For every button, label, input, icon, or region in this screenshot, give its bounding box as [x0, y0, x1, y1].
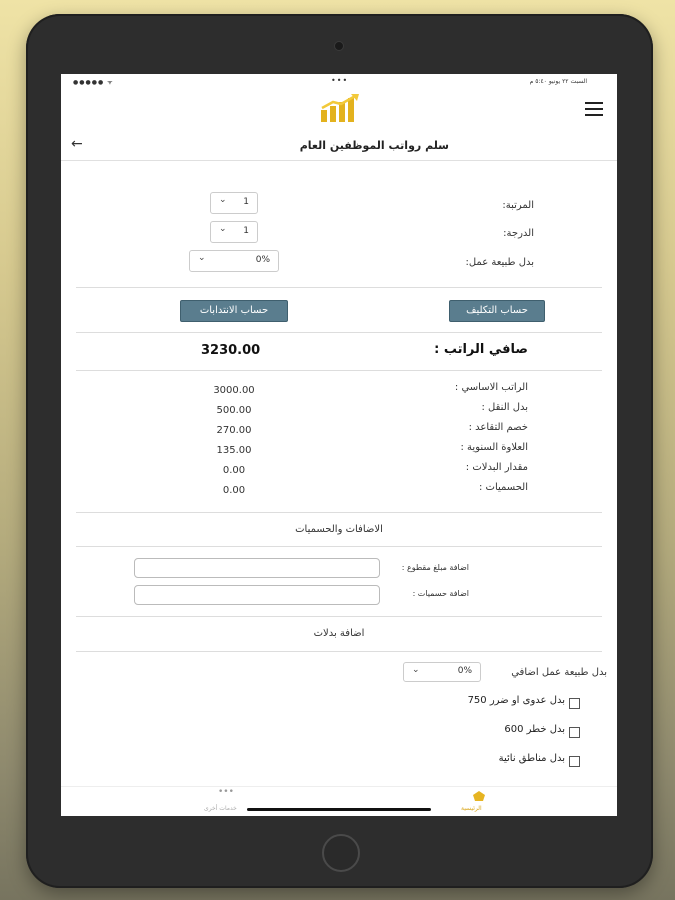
back-arrow-icon[interactable]: ←: [71, 136, 83, 152]
danger-allowance-label: بدل خطر 600: [504, 724, 565, 735]
title-bar: [61, 130, 617, 161]
date-time-status: السبت ٢٢ يونيو ٥:٤٠ م: [529, 78, 587, 85]
rank-select-value: 1: [243, 197, 249, 207]
tablet-frame: [26, 14, 653, 888]
camera: [334, 41, 344, 51]
page-title: سلم رواتب الموظفين العام: [299, 139, 449, 152]
infection-allowance-label: بدل عدوى او ضرر 750: [467, 695, 565, 706]
annual-raise-value: 135.00: [216, 445, 252, 456]
extra-work-allowance-value: 0%: [457, 666, 472, 676]
additions-section-title: الاضافات والحسميات: [295, 524, 383, 535]
home-hardware-button[interactable]: [322, 834, 360, 872]
danger-allowance-checkbox[interactable]: [569, 727, 580, 738]
rank-label: المرتبة:: [502, 200, 534, 211]
delegation-calc-button[interactable]: حساب الانتدابات: [180, 300, 288, 322]
deductions-label: الحسميات :: [478, 482, 528, 493]
add-deductions-label: اضافة حسميات :: [412, 589, 469, 598]
divider: [76, 651, 602, 652]
lump-sum-label: اضافة مبلغ مقطوع :: [401, 563, 469, 572]
add-deductions-input[interactable]: [134, 585, 380, 605]
signal-wifi-status: ●●●●● ᯤ: [73, 79, 114, 86]
divider: [76, 616, 602, 617]
allowances-amount-value: 0.00: [222, 465, 246, 476]
cost-calc-button[interactable]: حساب التكليف: [449, 300, 545, 322]
work-allowance-value: 0%: [255, 255, 270, 265]
work-allowance-label: بدل طبيعة عمل:: [465, 257, 534, 268]
hamburger-menu-icon[interactable]: [585, 102, 603, 116]
grade-label: الدرجة:: [503, 228, 534, 239]
more-dots-icon: •••: [218, 787, 234, 797]
bottom-tab-bar: [61, 786, 617, 816]
basic-salary-label: الراتب الاساسي :: [454, 382, 528, 393]
grade-select-value: 1: [243, 226, 249, 236]
rank-select[interactable]: [210, 192, 258, 214]
divider: [76, 546, 602, 547]
app-logo-icon: [319, 94, 361, 124]
tab-more-label: خدمات أخرى: [204, 805, 237, 812]
net-salary-label: صافي الراتب :: [434, 342, 528, 357]
chevron-down-icon: ⌄: [198, 253, 206, 263]
chevron-down-icon: ⌄: [219, 195, 227, 205]
divider: [76, 287, 602, 288]
home-icon: [473, 791, 485, 801]
deductions-value: 0.00: [222, 485, 246, 496]
retirement-deduction-value: 270.00: [216, 425, 252, 436]
divider: [76, 370, 602, 371]
infection-allowance-checkbox[interactable]: [569, 698, 580, 709]
extra-work-allowance-select[interactable]: [403, 662, 481, 682]
annual-raise-label: العلاوة السنوية :: [460, 442, 528, 453]
chevron-down-icon: ⌄: [412, 665, 420, 675]
lump-sum-input[interactable]: [134, 558, 380, 578]
transport-allowance-label: بدل النقل :: [481, 402, 528, 413]
remote-areas-allowance-checkbox[interactable]: [569, 756, 580, 767]
grade-select[interactable]: [210, 221, 258, 243]
divider: [76, 512, 602, 513]
status-bar: [61, 74, 617, 88]
allowances-section-title: اضافة بدلات: [313, 628, 365, 639]
basic-salary-value: 3000.00: [213, 385, 255, 396]
transport-allowance-value: 500.00: [216, 405, 252, 416]
tab-home-label: الرئيسية: [461, 805, 482, 812]
app-screen: [61, 74, 617, 816]
allowances-amount-label: مقدار البدلات :: [465, 462, 528, 473]
retirement-deduction-label: خصم التقاعد :: [468, 422, 528, 433]
divider: [76, 332, 602, 333]
net-salary-value: 3230.00: [201, 343, 261, 358]
extra-work-allowance-label: بدل طبيعة عمل اضافي: [511, 667, 607, 678]
chevron-down-icon: ⌄: [219, 224, 227, 234]
home-indicator: [247, 808, 431, 811]
multitask-dots: •••: [331, 76, 349, 85]
top-bar: [61, 88, 617, 128]
work-allowance-select[interactable]: [189, 250, 279, 272]
remote-areas-allowance-label: بدل مناطق نائية: [498, 753, 565, 764]
